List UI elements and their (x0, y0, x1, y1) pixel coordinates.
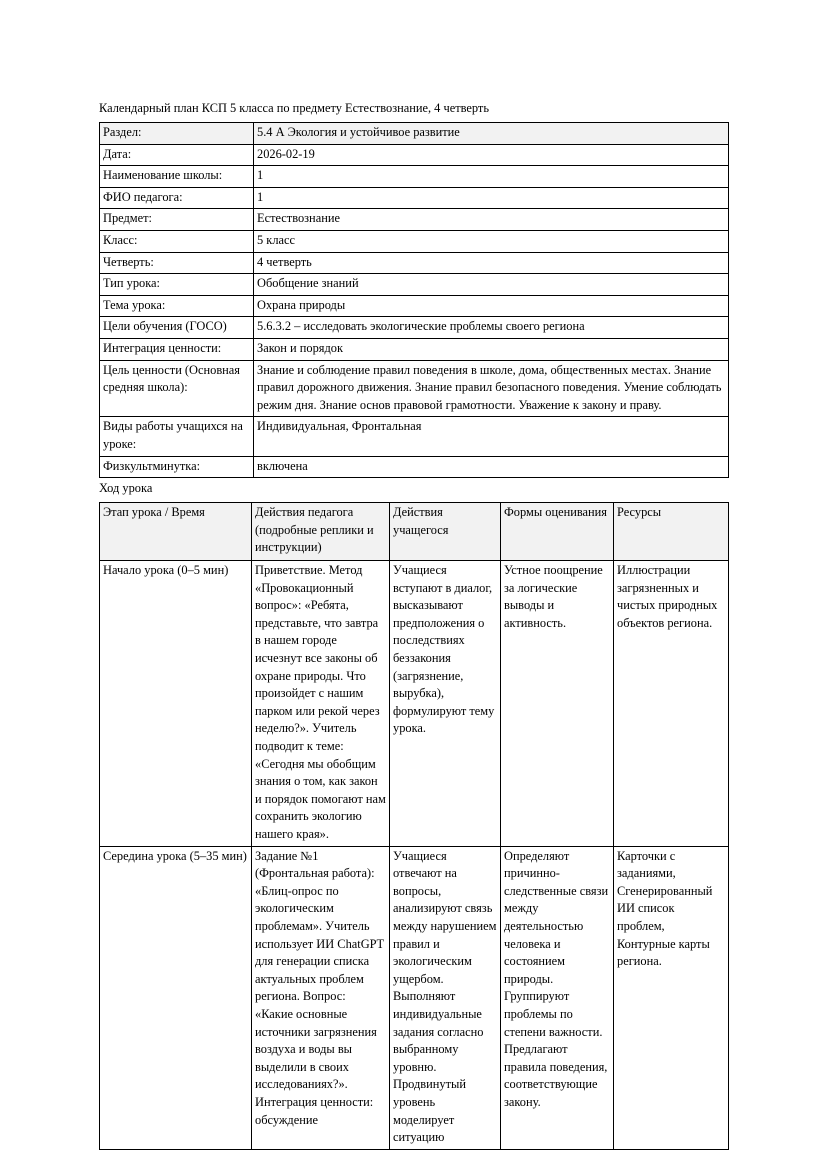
lesson-flow-table (99, 502, 729, 1150)
info-label-cell: Цель ценности (Основная средняя школа): (100, 360, 254, 417)
table-row (100, 209, 729, 231)
table-header-row (100, 503, 729, 561)
table-row (100, 846, 729, 1149)
table-row (100, 274, 729, 296)
info-label-cell: Наименование школы: (100, 166, 254, 188)
cell-teacher-actions: Задание №1 (Фронтальная работа): «Блиц-опрос по экологическим проблемам». Учитель использует ИИ ChatGPT для генерации списка актуальных проблем региона. Вопрос: «Какие основные источники загрязнения воздуха и воды вы выделили в своих исследованиях?». Интеграция ценности: обсуждение (252, 846, 390, 1149)
lesson-info-table (99, 122, 729, 478)
column-header-resources: Ресурсы (614, 503, 729, 561)
table-row (100, 456, 729, 478)
info-label-cell: Цели обучения (ГОСО) (100, 317, 254, 339)
column-header-student-actions: Действия учащегося (390, 503, 501, 561)
info-label-cell: Четверть: (100, 252, 254, 274)
table-row (100, 360, 729, 417)
info-label-cell: Тип урока: (100, 274, 254, 296)
table-row (100, 187, 729, 209)
info-label-cell: Предмет: (100, 209, 254, 231)
info-value-cell: включена (254, 456, 729, 478)
page-content (99, 100, 728, 1150)
column-header-teacher-actions: Действия педагога (подробные реплики и инструкции) (252, 503, 390, 561)
column-header-assessment: Формы оценивания (501, 503, 614, 561)
info-value-cell: 5.6.3.2 – исследовать экологические проблемы своего региона (254, 317, 729, 339)
table-row (100, 417, 729, 456)
info-value-cell: Естествознание (254, 209, 729, 231)
info-label-cell: Физкультминутка: (100, 456, 254, 478)
lesson-table-header (100, 503, 729, 561)
cell-assessment: Устное поощрение за логические выводы и активность. (501, 561, 614, 847)
info-value-cell: Индивидуальная, Фронтальная (254, 417, 729, 456)
info-label-cell: Дата: (100, 144, 254, 166)
info-label-cell: Виды работы учащихся на уроке: (100, 417, 254, 456)
info-value-cell: 5 класс (254, 230, 729, 252)
table-row (100, 561, 729, 847)
info-label-cell: Раздел: (100, 123, 254, 145)
info-value-cell: Закон и порядок (254, 338, 729, 360)
table-row (100, 230, 729, 252)
table-row (100, 166, 729, 188)
info-value-cell: 2026-02-19 (254, 144, 729, 166)
cell-resources: Иллюстрации загрязненных и чистых природных объектов региона. (614, 561, 729, 847)
lesson-table-body (100, 561, 729, 1150)
cell-student-actions: Учащиеся вступают в диалог, высказывают предположения о последствиях беззакония (загрязнение, вырубка), формулируют тему урока. (390, 561, 501, 847)
cell-teacher-actions: Приветствие. Метод «Провокационный вопрос»: «Ребята, представьте, что завтра в нашем городе исчезнут все законы об охране природы. Что произойдет с нашим парком или рекой через неделю?». Учитель подводит к теме: «Сегодня мы обобщим знания о том, как закон и порядок помогают нам сохранить экологию нашего края». (252, 561, 390, 847)
info-value-cell: Охрана природы (254, 295, 729, 317)
table-row (100, 252, 729, 274)
cell-student-actions: Учащиеся отвечают на вопросы, анализируют связь между нарушением правил и экологическим ущербом. Выполняют индивидуальные задания согласно выбранному уровню. Продвинутый уровень моделирует ситуацию (390, 846, 501, 1149)
info-label-cell: Тема урока: (100, 295, 254, 317)
table-row (100, 338, 729, 360)
info-value-cell: Знание и соблюдение правил поведения в школе, дома, общественных местах. Знание правил дорожного движения. Знание правил безопасного поведения. Умение соблюдать режим дня. Знание основ правовой грамотности. Уважение к закону и праву. (254, 360, 729, 417)
cell-resources: Карточки с заданиями, Сгенерированный ИИ список проблем, Контурные карты региона. (614, 846, 729, 1149)
info-value-cell: 5.4 А Экология и устойчивое развитие (254, 123, 729, 145)
info-label-cell: ФИО педагога: (100, 187, 254, 209)
info-label-cell: Класс: (100, 230, 254, 252)
info-value-cell: 1 (254, 187, 729, 209)
table-row (100, 317, 729, 339)
info-value-cell: 1 (254, 166, 729, 188)
cell-stage: Середина урока (5–35 мин) (100, 846, 252, 1149)
table-row (100, 144, 729, 166)
page-title: Календарный план КСП 5 класса по предмету Естествознание, 4 четверть (99, 101, 489, 115)
info-value-cell: 4 четверть (254, 252, 729, 274)
cell-stage: Начало урока (0–5 мин) (100, 561, 252, 847)
cell-assessment: Определяют причинно-следственные связи между деятельностью человека и состоянием природы. Группируют проблемы по степени важности. Предлагают правила поведения, соответствующие закону. (501, 846, 614, 1149)
section-label-lesson-flow: Ход урока (99, 481, 153, 496)
info-label-cell: Интеграция ценности: (100, 338, 254, 360)
info-value-cell: Обобщение знаний (254, 274, 729, 296)
info-table-body (100, 123, 729, 478)
table-row (100, 295, 729, 317)
column-header-stage: Этап урока / Время (100, 503, 252, 561)
table-row (100, 123, 729, 145)
